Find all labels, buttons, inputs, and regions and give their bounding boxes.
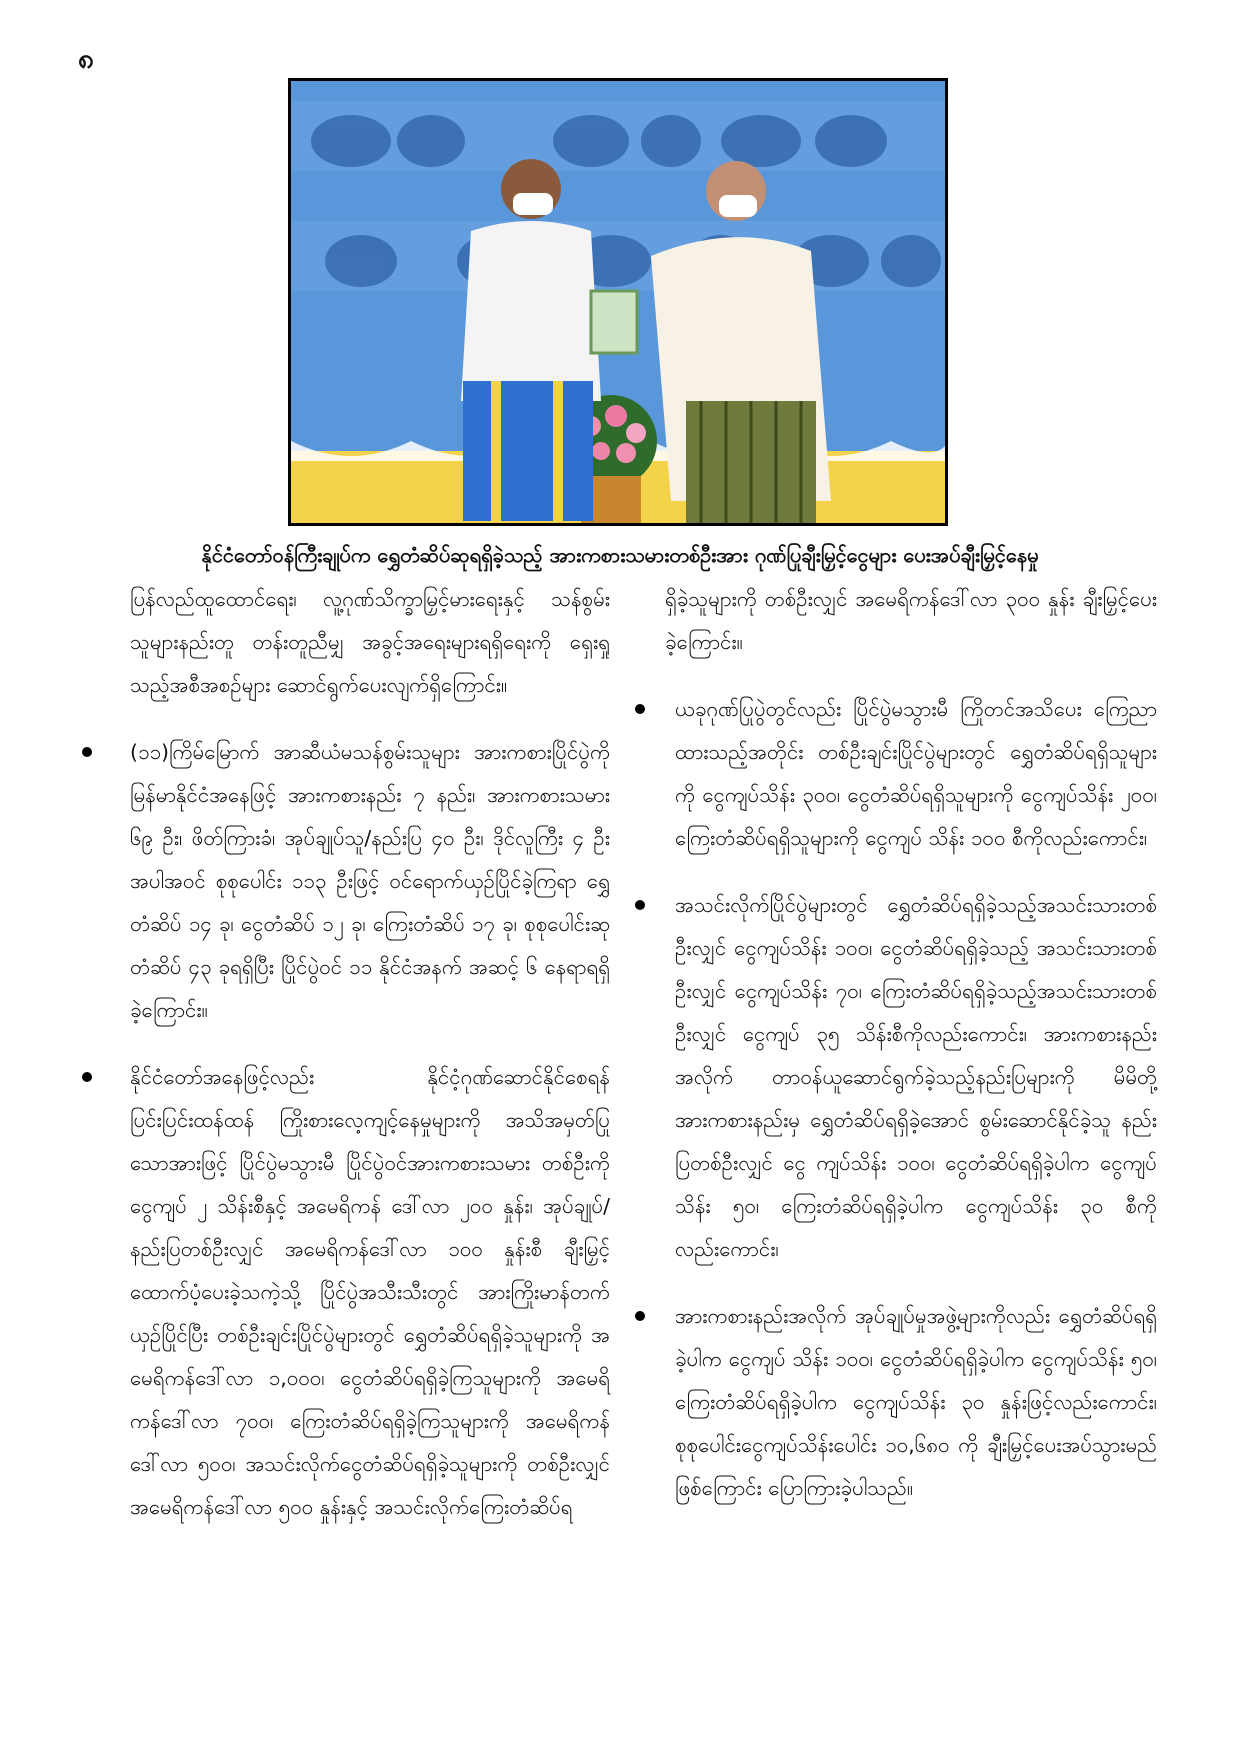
bullet-text: အသင်းလိုက်ပြိုင်ပွဲများတွင် ရွှေတံဆိပ်ရရှိခဲ့သည့်အသင်းသားတစ်ဦးလျှင် ငွေကျပ်သိန်း ၁၀၀၊ ငွေတံဆိပ်ရရှိခဲ့သည့် အသင်းသားတစ်ဦးလျှင် ငွေကျပ်သိန်း ၇၀၊ ကြေးတံဆိပ်ရရှိခဲ့သည့်အသင်းသားတစ်ဦးလျှင် ငွေကျပ် ၃၅ သိန်းစီကိုလည်းကောင်း၊ အားကစားနည်းအလိုက် တာဝန်ယူဆောင်ရွက်ခဲ့သည့်နည်းပြများကို မိမိတို့အားကစားနည်းမှ ရွှေတံဆိပ်ရရှိခဲ့အောင် စွမ်းဆောင်နိုင်ခဲ့သူ နည်းပြတစ်ဦးလျှင် ငွေ ကျပ်သိန်း ၁၀၀၊ ငွေတံဆိပ်ရရှိခဲ့ပါက ငွေကျပ်သိန်း ၅၀၊ ကြေးတံဆိပ်ရရှိခဲ့ပါက ငွေကျပ်သိန်း ၃၀ စီကိုလည်းကောင်း၊ (675, 893, 1157, 1261)
right-column (665, 578, 1157, 1534)
page-number: ၈ (78, 42, 94, 75)
award-ceremony-photo-icon (291, 81, 945, 523)
bullet-item (665, 688, 1157, 860)
paragraph-continuation: ပြန်လည်ထူထောင်ရေး၊ လူ့ဂုဏ်သိက္ခာမြှင့်မားရေးနှင့် သန်စွမ်းသူများနည်းတူ တန်းတူညီမျှ အခွင့်အရေးများရရှိရေးကို ရှေးရှုသည့်အစီအစဉ်များ ဆောင်ရွက်ပေးလျက်ရှိကြောင်း။ (130, 587, 610, 697)
bullet-text: အားကစားနည်းအလိုက် အုပ်ချုပ်မှုအဖွဲ့များကိုလည်း ရွှေတံဆိပ်ရရှိခဲ့ပါက ငွေကျပ် သိန်း ၁၀၀၊ ငွေတံဆိပ်ရရှိခဲ့ပါက ငွေကျပ်သိန်း ၅၀၊ ကြေးတံဆိပ်ရရှိခဲ့ပါက ငွေကျပ်သိန်း ၃၀ နှုန်းဖြင့်လည်းကောင်း၊ စုစုပေါင်းငွေကျပ်သိန်းပေါင်း ၁၀,၆၈၀ ကို ချီးမြှင့်ပေးအပ်သွားမည်ဖြစ်ကြောင်း ပြောကြားခဲ့ပါသည်။ (675, 1304, 1157, 1500)
bullet-text: နိုင်ငံတော်အနေဖြင့်လည်း နိုင်ငံ့ဂုဏ်ဆောင်နိုင်စေရန် ပြင်းပြင်းထန်ထန် ကြိုးစားလေ့ကျင့်နေမှုများကို အသိအမှတ်ပြုသောအားဖြင့် ပြိုင်ပွဲမသွားမီ ပြိုင်ပွဲဝင်အားကစားသမား တစ်ဦးကို ငွေကျပ် ၂ သိန်းစီနှင့် အမေရိကန် ဒေါ်လာ ၂၀၀ နှုန်း၊ အုပ်ချုပ်/နည်းပြတစ်ဦးလျှင် အမေရိကန်ဒေါ်လာ ၁၀၀ နှုန်းစီ ချီးမြှင့်ထောက်ပံ့ပေးခဲ့သကဲ့သို့ ပြိုင်ပွဲအသီးသီးတွင် အားကြိုးမာန်တက်ယှဉ်ပြိုင်ပြီး တစ်ဦးချင်းပြိုင်ပွဲများတွင် ရွှေတံဆိပ်ရရှိခဲ့သူများကို အမေရိကန်ဒေါ်လာ ၁,၀၀၀၊ ငွေတံဆိပ်ရရှိခဲ့ကြသူများကို အမေရိကန်ဒေါ်လာ ၇၀၀၊ ကြေးတံဆိပ်ရရှိခဲ့ကြသူများကို အမေရိကန်ဒေါ်လာ ၅၀၀၊ အသင်းလိုက်ငွေတံဆိပ်ရရှိခဲ့သူများကို တစ်ဦးလျှင် အမေရိကန်ဒေါ်လာ ၅၀၀ နှုန်းနှင့် အသင်းလိုက်ကြေးတံဆိပ်ရ (130, 1065, 610, 1519)
bullet-dot-icon (635, 1311, 645, 1321)
award-ceremony-photo (288, 78, 948, 526)
bullet-text: (၁၁)ကြိမ်မြောက် အာဆီယံမသန်စွမ်းသူများ အားကစားပြိုင်ပွဲကို မြန်မာနိုင်ငံအနေဖြင့် အားကစားနည်း ၇ နည်း၊ အားကစားသမား ၆၉ ဦး၊ ဖိတ်ကြားခံ၊ အုပ်ချုပ်သူ/နည်းပြ ၄၀ ဦး၊ ဒိုင်လူကြီး ၄ ဦး အပါအဝင် စုစုပေါင်း ၁၁၃ ဦးဖြင့် ဝင်ရောက်ယှဉ်ပြိုင်ခဲ့ကြရာ ရွှေတံဆိပ် ၁၄ ခု၊ ငွေတံဆိပ် ၁၂ ခု၊ ကြေးတံဆိပ် ၁၇ ခု၊ စုစုပေါင်းဆုတံဆိပ် ၄၃ ခုရရှိပြီး ပြိုင်ပွဲဝင် ၁၁ နိုင်ငံအနက် အဆင့် ၆ နေရာရရှိခဲ့ကြောင်း။ (130, 740, 610, 1022)
bullet-dot-icon (82, 1072, 92, 1082)
left-column (130, 578, 610, 1553)
bullet-item (665, 1295, 1157, 1510)
bullet-dot-icon (82, 747, 92, 757)
paragraph-continuation: ရှိခဲ့သူများကို တစ်ဦးလျှင် အမေရိကန်ဒေါ်လာ ၃၀၀ နှုန်း ချီးမြှင့်ပေးခဲ့ကြောင်း။ (665, 587, 1157, 654)
bullet-item (665, 884, 1157, 1271)
bullet-text: ယခုဂုဏ်ပြုပွဲတွင်လည်း ပြိုင်ပွဲမသွားမီ ကြိုတင်အသိပေး ကြေညာထားသည့်အတိုင်း တစ်ဦးချင်းပြိုင်ပွဲများတွင် ရွှေတံဆိပ်ရရှိသူများကို ငွေကျပ်သိန်း ၃၀၀၊ ငွေတံဆိပ်ရရှိသူများကို ငွေကျပ်သိန်း ၂၀၀၊ ကြေးတံဆိပ်ရရှိသူများကို ငွေကျပ် သိန်း ၁၀၀ စီကိုလည်းကောင်း၊ (675, 697, 1157, 850)
bullet-item (130, 731, 610, 1032)
bullet-dot-icon (635, 900, 645, 910)
photo-caption: နိုင်ငံတော်ဝန်ကြီးချုပ်က ရွှေတံဆိပ်ဆုရရှိခဲ့သည့် အားကစားသမားတစ်ဦးအား ဂုဏ်ပြုချီးမြှင့်ငွေများ ပေးအပ်ချီးမြှင့်နေမှု (201, 543, 1039, 567)
bullet-dot-icon (635, 704, 645, 714)
bullet-item (130, 1056, 610, 1529)
